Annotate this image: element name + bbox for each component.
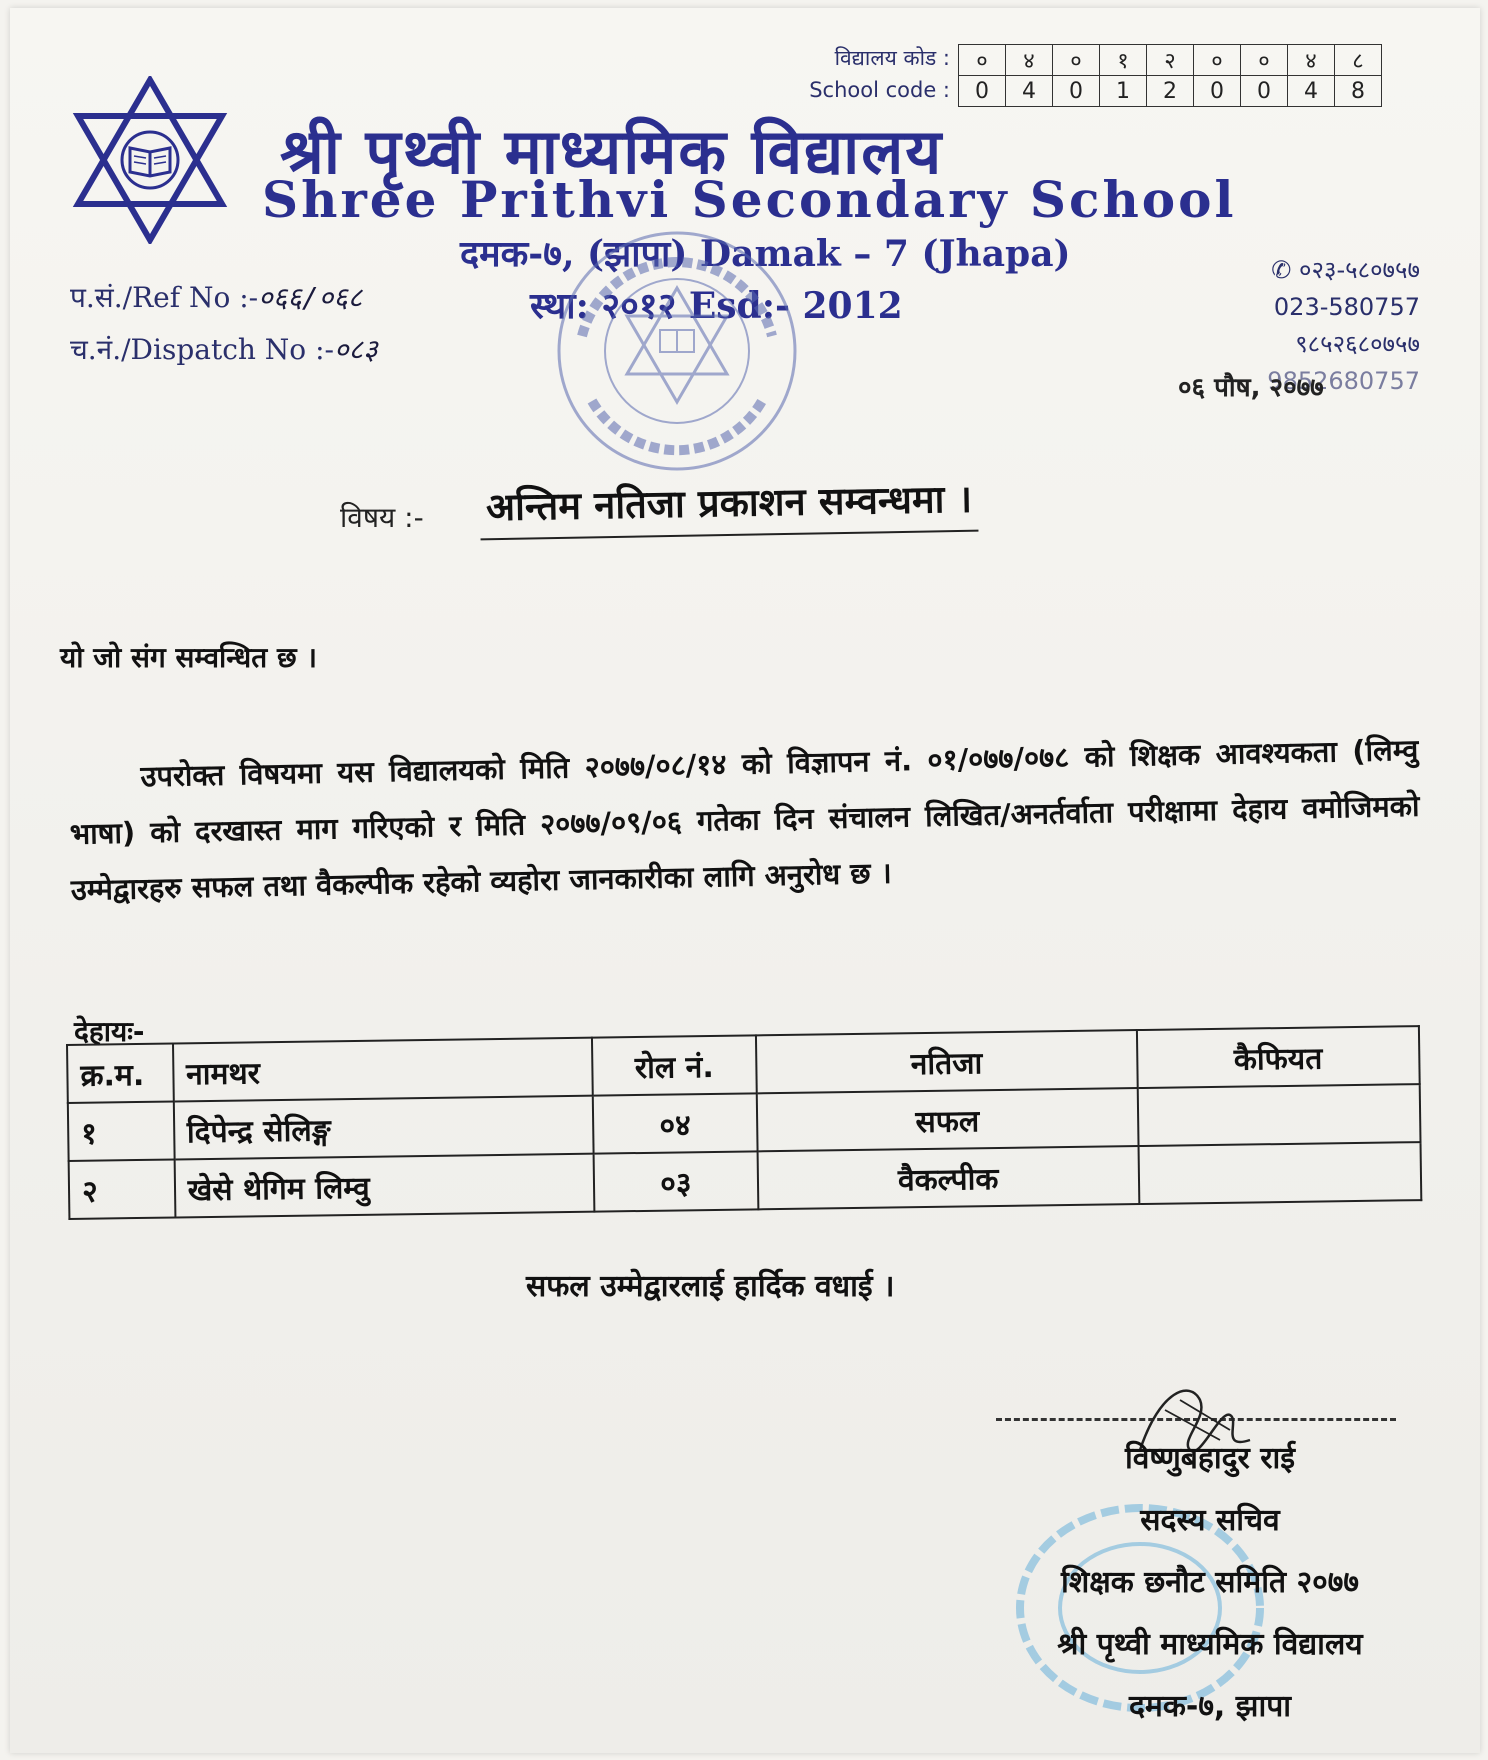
subject-label: विषय :- <box>340 501 424 534</box>
established-year: स्था: २०१२ Esd:- 2012 <box>530 285 903 327</box>
phone-en: 023-580757 <box>1273 293 1420 321</box>
letter-page <box>10 8 1480 1753</box>
ref-label: प.सं./Ref No :- <box>70 281 259 314</box>
result-table <box>66 1025 1422 1220</box>
signatory-title: सदस्य सचिव <box>1140 1503 1280 1538</box>
dehay-label: देहायः- <box>74 1015 145 1048</box>
ref-no <box>70 278 378 316</box>
school-name-np: श्री पृथ्वी माध्यमिक विद्यालय <box>280 115 944 188</box>
remarks-cell <box>1137 1084 1420 1146</box>
signatory-place: दमक-७, झापा <box>1128 1689 1292 1724</box>
code-digit: 8 <box>1335 76 1382 107</box>
serial-cell: १ <box>68 1102 174 1161</box>
body-paragraph <box>68 722 1421 918</box>
roll-cell: ०४ <box>593 1093 758 1153</box>
code-digit: १ <box>1100 45 1147 76</box>
code-digit: 0 <box>1194 76 1241 107</box>
code-digit: ० <box>959 45 1006 76</box>
code-digit: 0 <box>1053 76 1100 107</box>
result-cell: वैकल्पीक <box>757 1146 1138 1209</box>
result-cell: सफल <box>757 1088 1138 1151</box>
school-address: दमक-७, (झापा) Damak – 7 (Jhapa) <box>460 233 1071 275</box>
salutation: यो जो संग सम्वन्धित छ । <box>60 641 317 674</box>
code-digit: 0 <box>959 76 1006 107</box>
col-serial-header: क्र.म. <box>67 1044 173 1103</box>
dispatch-label: च.नं./Dispatch No :- <box>70 333 334 366</box>
school-code-row-np <box>959 45 1382 76</box>
code-digit: 4 <box>1006 76 1053 107</box>
school-name-en: Shree Prithvi Secondary School <box>262 170 1237 229</box>
remarks-cell <box>1138 1142 1421 1204</box>
dispatch-value: ०८३ <box>333 333 378 366</box>
school-seal-stamp <box>542 226 812 476</box>
letter-date: ०६ पौष, २०७७ <box>1178 373 1324 403</box>
dispatch-no <box>70 330 378 368</box>
mobile-np: ९८५२६८०७५७ <box>1295 330 1420 358</box>
code-digit: 0 <box>1241 76 1288 107</box>
col-remarks-header: कैफियत <box>1136 1026 1419 1088</box>
subject-text: अन्तिम नतिजा प्रकाशन सम्वन्धमा । <box>480 472 979 541</box>
code-digit: 4 <box>1288 76 1335 107</box>
name-cell: दिपेन्द्र सेलिङ्ग <box>173 1096 593 1160</box>
ref-value: ०६६/०६८ <box>258 281 363 314</box>
reference-block <box>70 278 378 368</box>
signatory-block <box>1000 1428 1420 1738</box>
signatory-committee: शिक्षक छनौट समिति २०७७ <box>1061 1565 1359 1600</box>
signatory-name: विष्णुबहादुर राई <box>1124 1441 1296 1476</box>
school-code-label-np: विद्यालय कोड : <box>834 46 950 70</box>
name-cell: खेसे थेगिम लिम्वु <box>174 1154 594 1218</box>
school-code-row-en <box>959 76 1382 107</box>
col-roll-header: रोल नं. <box>592 1035 757 1095</box>
code-digit: २ <box>1147 45 1194 76</box>
congratulations-line: सफल उम्मेद्वारलाई हार्दिक वधाई । <box>526 1269 895 1304</box>
mobile-en: 9852680757 <box>1267 367 1420 395</box>
signatory-school: श्री पृथ्वी माध्यमिक विद्यालय <box>1057 1627 1363 1662</box>
body-text: उपरोक्त विषयमा यस विद्यालयको मिति २०७७/०८/१४ को विज्ञापन नं. ०१/०७७/०७८ को शिक्षक आवश्यकता (लिम्वु भाषा) को दरखास्त माग गरिएको र मिति २०७७/०९/०६ गतेका दिन संचालन लिखित/अनर्तर्वाता परीक्षामा देहाय वमोजिमको उम्मेद्वारहरु सफल तथा वैकल्पीक रहेको व्यहोरा जानकारीका लागि अनुरोध छ । <box>69 732 1420 907</box>
school-code-label-en: School code : <box>809 78 950 102</box>
code-digit: ४ <box>1006 45 1053 76</box>
code-digit: ० <box>1053 45 1100 76</box>
col-name-header: नामथर <box>173 1038 593 1102</box>
serial-cell: २ <box>69 1159 175 1218</box>
roll-cell: ०३ <box>594 1151 759 1211</box>
code-digit: 2 <box>1147 76 1194 107</box>
code-digit: ८ <box>1335 45 1382 76</box>
code-digit: ० <box>1241 45 1288 76</box>
code-digit: ० <box>1194 45 1241 76</box>
school-code-grid <box>958 44 1382 107</box>
code-digit: 1 <box>1100 76 1147 107</box>
phone-np: ✆ ०२३-५८०७५७ <box>1271 256 1420 284</box>
school-emblem-logo <box>70 76 230 244</box>
code-digit: ४ <box>1288 45 1335 76</box>
col-result-header: नतिजा <box>756 1030 1137 1093</box>
